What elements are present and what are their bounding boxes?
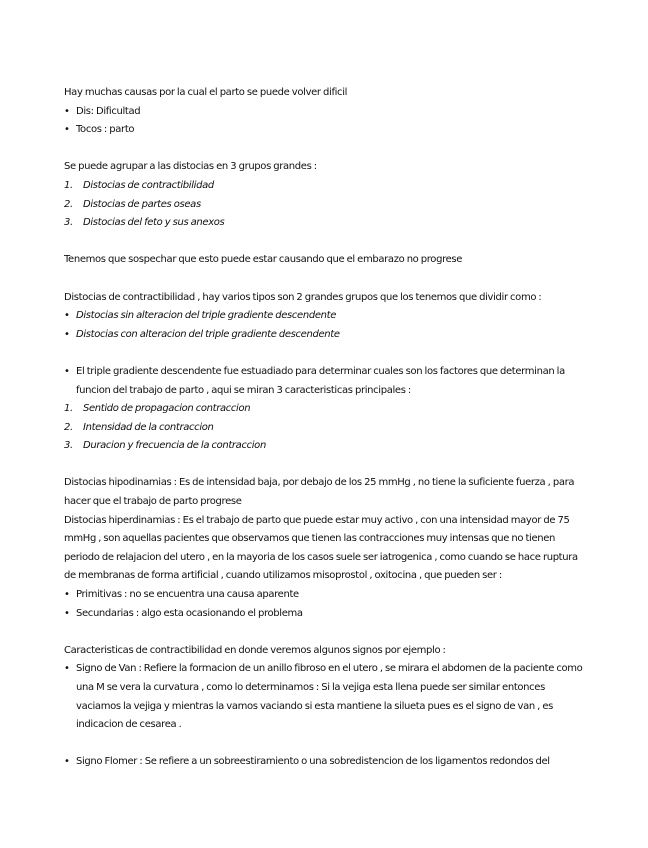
contractibility-list bbox=[64, 307, 584, 344]
list-item bbox=[64, 437, 584, 456]
list-item-flomer: • Signo Flomer : Se refiere a un sobreestiramiento o una sobredistencion de los ligamentos redondos del bbox=[64, 753, 584, 772]
hiperdinamias-list bbox=[64, 586, 584, 623]
list-item-van: • Signo de Van : Refiere la formacion de un anillo fibroso en el utero , se mirara el abdomen de la paciente como una M se vera la curvatura , como lo determinamos : Si la vejiga esta llena puede ser similar entonces vaciamos la vejiga y mientras la vamos vaciando si esta mantiene la silueta pues es el signo de van , es indicacion de cesarea . bbox=[64, 660, 584, 734]
list-number: 2. bbox=[64, 421, 73, 433]
list-text: Distocias del feto y sus anexos bbox=[83, 217, 225, 229]
signs-list bbox=[64, 660, 584, 734]
signs-paragraph: Caracteristicas de contractibilidad en donde veremos algunos signos por ejemplo : bbox=[64, 644, 446, 656]
list-item: • Tocos : parto bbox=[64, 121, 584, 140]
list-item: • Dis: Dificultad bbox=[64, 103, 584, 122]
list-item: • Primitivas : no se encuentra una causa aparente bbox=[64, 586, 584, 605]
list-item bbox=[64, 177, 584, 196]
list-text: Distocias de partes oseas bbox=[83, 198, 201, 210]
list-number: 2. bbox=[64, 198, 73, 210]
list-number: 1. bbox=[64, 179, 73, 191]
list-text: Duracion y frecuencia de la contraccion bbox=[83, 440, 266, 452]
list-item bbox=[64, 196, 584, 215]
list-text: Sentido de propagacion contraccion bbox=[83, 403, 251, 415]
list-item: • Secundarias : algo esta ocasionando el problema bbox=[64, 605, 584, 624]
list-text: Intensidad de la contraccion bbox=[83, 421, 214, 433]
list-item bbox=[64, 400, 584, 419]
list-item: • Distocias con alteracion del triple gradiente descendente bbox=[64, 326, 584, 345]
hipodinamias-paragraph: Distocias hipodinamias : Es de intensidad baja, por debajo de los 25 mmHg , no tiene la suficiente fuerza , para hacer que el trabajo de parto progrese bbox=[64, 477, 575, 508]
list-item: • Distocias sin alteracion del triple gradiente descendente bbox=[64, 307, 584, 326]
intro-list bbox=[64, 103, 584, 140]
groups-list bbox=[64, 177, 584, 233]
list-number: 1. bbox=[64, 403, 73, 415]
document-body bbox=[64, 84, 584, 772]
list-item: • El triple gradiente descendente fue estuadiado para determinar cuales son los factores que determinan la funcion del trabajo de parto , aqui se miran 3 caracteristicas principales : bbox=[64, 363, 584, 400]
groups-paragraph: Se puede agrupar a las distocias en 3 grupos grandes : bbox=[64, 161, 317, 173]
signs-list-2 bbox=[64, 753, 584, 772]
suspect-paragraph: Tenemos que sospechar que esto puede estar causando que el embarazo no progrese bbox=[64, 254, 463, 266]
characteristics-list bbox=[64, 400, 584, 456]
list-number: 3. bbox=[64, 440, 73, 452]
triple-gradient-list bbox=[64, 363, 584, 400]
intro-paragraph: Hay muchas causas por la cual el parto se puede volver dificil bbox=[64, 87, 348, 98]
hiperdinamias-paragraph: Distocias hiperdinamias : Es el trabajo de parto que puede estar muy activo , con una intensidad mayor de 75 mmHg , son aquellas pacientes que observamos que tienen las contracciones muy intensas que no tienen periodo de relajacion del utero , en la mayoria de los casos suele ser iatrogenica , como cuando se hace ruptura de membranas de forma artificial , cuando utilizamos misoprostol , oxitocina , que pueden ser : bbox=[64, 514, 578, 582]
list-item bbox=[64, 419, 584, 438]
list-item bbox=[64, 214, 584, 233]
list-number: 3. bbox=[64, 217, 73, 229]
contractibility-paragraph: Distocias de contractibilidad , hay varios tipos son 2 grandes grupos que los tenemos que dividir como : bbox=[64, 291, 542, 303]
list-text: Distocias de contractibilidad bbox=[83, 179, 214, 191]
